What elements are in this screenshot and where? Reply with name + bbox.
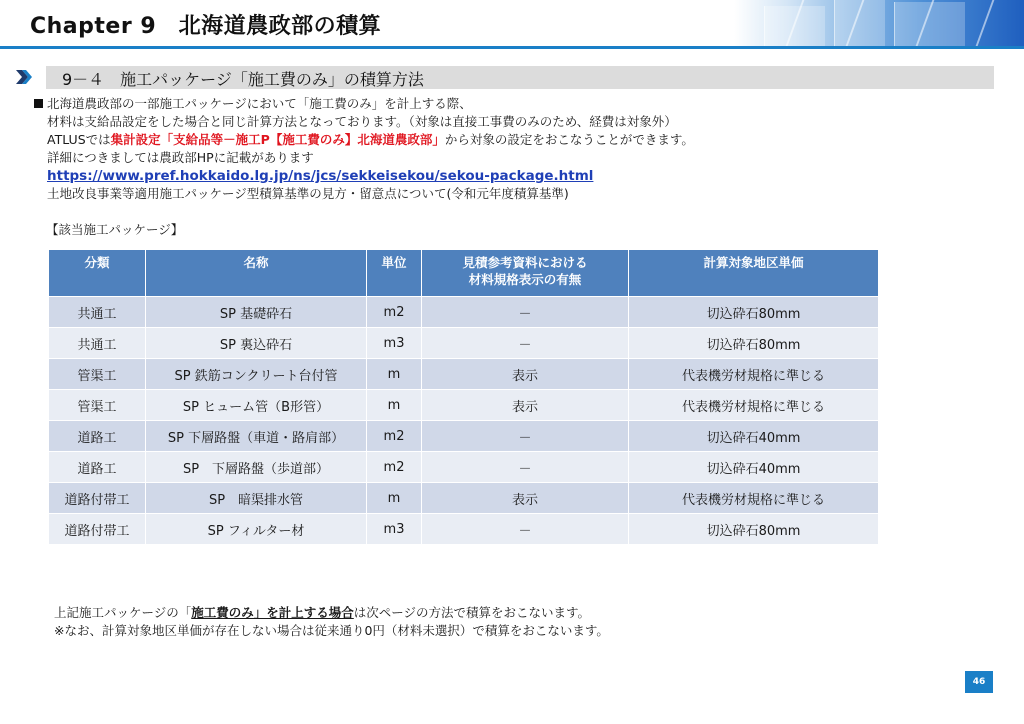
building-banner-image <box>734 0 1024 46</box>
table-row <box>49 328 879 359</box>
header-unit: 単位 <box>367 250 422 297</box>
hokkaido-package-link[interactable]: https://www.pref.hokkaido.lg.jp/ns/jcs/sekkeisekou/sekou-package.html <box>47 168 594 184</box>
chapter-title: Chapter 9 北海道農政部の積算 <box>30 14 382 39</box>
cell-name: SP 下層路盤（車道・路肩部） <box>146 421 367 452</box>
table-row <box>49 297 879 328</box>
description-block <box>34 95 994 203</box>
footer-note <box>54 604 609 640</box>
cell-name: SP フィルター材 <box>146 514 367 545</box>
setting-highlight: 集計設定「支給品等－施工P【施工費のみ】北海道農政部」 <box>110 132 445 147</box>
cell-unit: m3 <box>367 328 422 359</box>
cell-unit: m <box>367 483 422 514</box>
table-row <box>49 514 879 545</box>
cell-spec-display: － <box>422 421 629 452</box>
double-chevron-right-icon <box>16 68 34 86</box>
cell-category: 管渠工 <box>49 359 146 390</box>
header-divider <box>0 46 1024 49</box>
cell-unit-price: 代表機労材規格に準じる <box>629 359 879 390</box>
table-row <box>49 390 879 421</box>
cell-unit: m2 <box>367 452 422 483</box>
cell-unit-price: 切込砕石40mm <box>629 421 879 452</box>
table-row <box>49 452 879 483</box>
header-area-unit-price: 計算対象地区単価 <box>629 250 879 297</box>
cell-spec-display: － <box>422 297 629 328</box>
header-spec-display: 見積参考資料における 材料規格表示の有無 <box>422 250 629 297</box>
page-number: 46 <box>965 671 993 693</box>
description-line-2: 材料は支給品設定をした場合と同じ計算方法となっております。（対象は直接工事費のみのため、経費は対象外） <box>47 114 677 129</box>
cell-unit-price: 切込砕石80mm <box>629 514 879 545</box>
cell-category: 道路工 <box>49 452 146 483</box>
package-table <box>48 249 879 545</box>
square-bullet-icon <box>34 99 43 108</box>
cell-category: 共通工 <box>49 328 146 359</box>
cell-unit-price: 代表機労材規格に準じる <box>629 483 879 514</box>
description-link-line <box>34 167 994 185</box>
cell-unit: m <box>367 390 422 421</box>
footer-line-2: ※なお、計算対象地区単価が存在しない場合は従来通り0円（材料未選択）で積算をおこないます。 <box>54 623 609 638</box>
cell-name: SP 裏込砕石 <box>146 328 367 359</box>
table-row <box>49 359 879 390</box>
footer-line-1: 上記施工パッケージの「施工費のみ」を計上する場合は次ページの方法で積算をおこないます。 <box>54 605 591 620</box>
table-header-row <box>49 250 879 297</box>
table-row <box>49 483 879 514</box>
cell-unit: m3 <box>367 514 422 545</box>
cell-category: 道路工 <box>49 421 146 452</box>
section-title-bar <box>46 66 994 89</box>
cell-spec-display: 表示 <box>422 483 629 514</box>
cell-unit-price: 切込砕石80mm <box>629 297 879 328</box>
table-subheading: 【該当施工パッケージ】 <box>46 222 184 237</box>
cell-name: SP 基礎砕石 <box>146 297 367 328</box>
cell-name: SP ヒューム管（B形管） <box>146 390 367 421</box>
header-category: 分類 <box>49 250 146 297</box>
footer-emphasis: 施工費のみ」を計上する場合 <box>191 605 354 620</box>
cell-unit: m2 <box>367 297 422 328</box>
cell-unit-price: 代表機労材規格に準じる <box>629 390 879 421</box>
cell-unit: m2 <box>367 421 422 452</box>
description-line-3: ATLUSでは集計設定「支給品等－施工P【施工費のみ】北海道農政部」から対象の設定をおこなうことができます。 <box>47 132 694 147</box>
cell-unit: m <box>367 359 422 390</box>
cell-spec-display: 表示 <box>422 390 629 421</box>
cell-spec-display: － <box>422 328 629 359</box>
header-name: 名称 <box>146 250 367 297</box>
cell-spec-display: － <box>422 514 629 545</box>
section-title: 9－４ 施工パッケージ「施工費のみ」の積算方法 <box>62 70 424 89</box>
cell-unit-price: 切込砕石40mm <box>629 452 879 483</box>
description-line-1: 北海道農政部の一部施工パッケージにおいて「施工費のみ」を計上する際、 <box>34 95 994 113</box>
cell-name: SP 暗渠排水管 <box>146 483 367 514</box>
cell-category: 管渠工 <box>49 390 146 421</box>
cell-category: 道路付帯工 <box>49 514 146 545</box>
cell-unit-price: 切込砕石80mm <box>629 328 879 359</box>
cell-category: 道路付帯工 <box>49 483 146 514</box>
table-row <box>49 421 879 452</box>
cell-category: 共通工 <box>49 297 146 328</box>
cell-name: SP 鉄筋コンクリート台付管 <box>146 359 367 390</box>
cell-spec-display: 表示 <box>422 359 629 390</box>
page-header <box>0 0 1024 48</box>
description-line-6: 土地改良事業等適用施工パッケージ型積算基準の見方・留意点について(令和元年度積算基準) <box>47 186 569 201</box>
description-line-4: 詳細につきましては農政部HPに記載があります <box>47 150 314 165</box>
cell-name: SP 下層路盤（歩道部） <box>146 452 367 483</box>
cell-spec-display: － <box>422 452 629 483</box>
